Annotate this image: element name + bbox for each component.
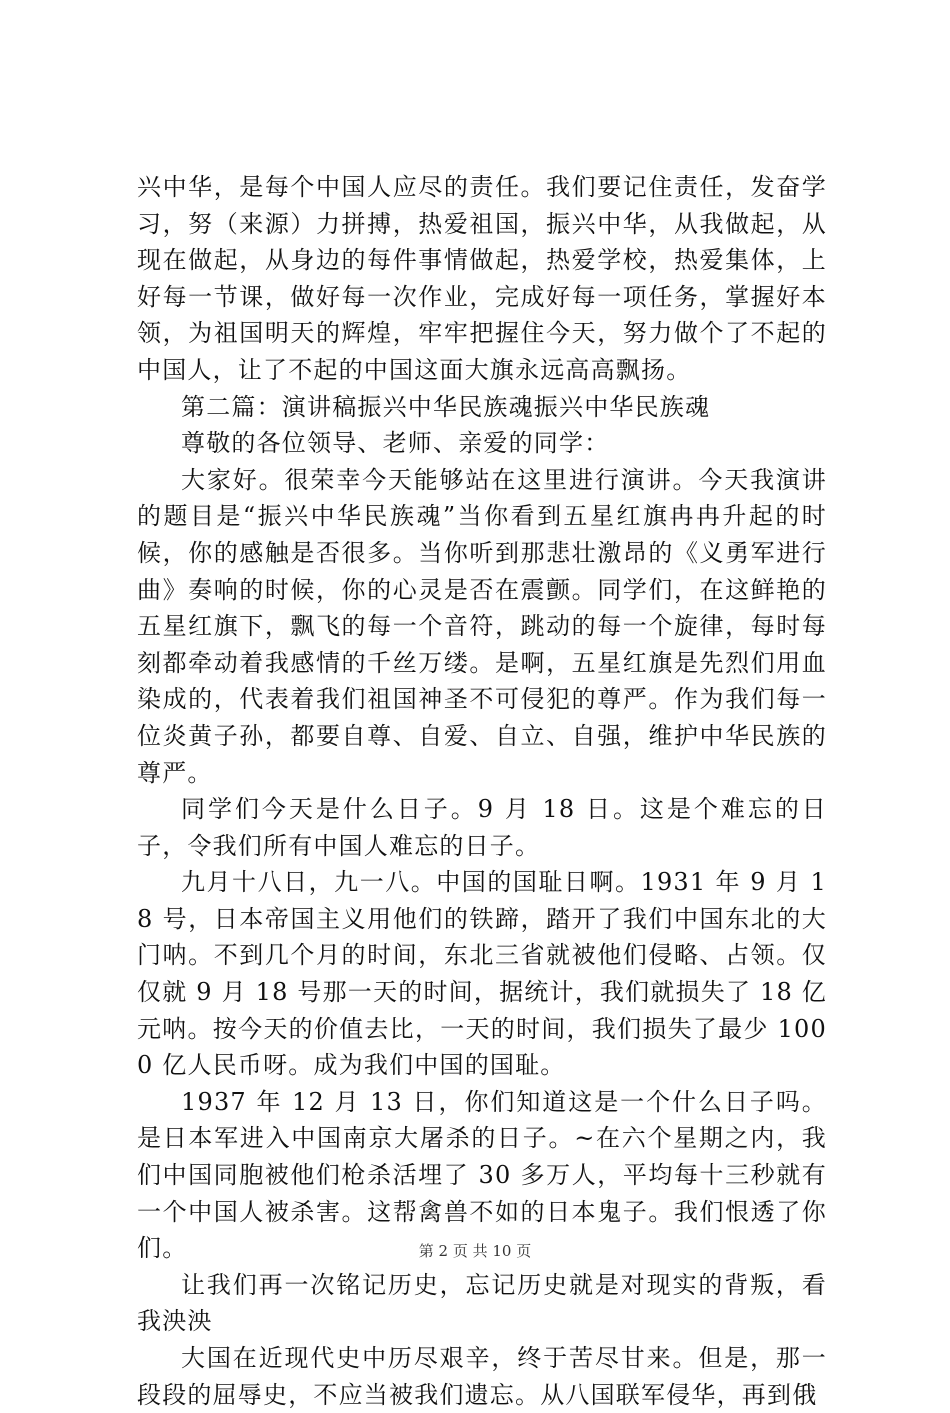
body-text [137,169,827,1413]
section-heading: 第二篇：演讲稿振兴中华民族魂振兴中华民族魂 [181,392,711,421]
paragraph-continuation: 兴中华，是每个中国人应尽的责任。我们要记住责任，发奋学习，努（来源）力拼搏，热爱祖国，振兴中华，从我做起，从现在做起，从身边的每件事情做起，热爱学校，热爱集体，上好每一节课，做好每一次作业，完成好每一项任务，掌握好本领，为祖国明天的辉煌，牢牢把握住今天，努力做个了不起的中国人，让了不起的中国这面大旗永远高高飘扬。 [137,173,827,384]
paragraph-remember-history: 让我们再一次铭记历史，忘记历史就是对现实的背叛，看我泱泱 [137,1270,827,1336]
page-footer: 第 2 页 共 10 页 [418,1242,532,1260]
paragraph-date: 同学们今天是什么日子。9 月 18 日。这是个难忘的日子，令我们所有中国人难忘的日子。 [137,795,827,860]
paragraph-1937: 1937 年 12 月 13 日，你们知道这是一个什么日子吗。是日本军进入中国南京大屠杀的日子。~在六个星期之内，我们中国同胞被他们枪杀活埋了 30 多万人，平均每十三秒就有一个中国人被杀害。这帮禽兽不如的日本鬼子。我们恨透了你们。 [137,1087,827,1263]
paragraph-918: 九月十八日，九一八。中国的国耻日啊。1931 年 9 月 18 号，日本帝国主义用他们的铁蹄，踏开了我们中国东北的大门呐。不到几个月的时间，东北三省就被他们侵略、占领。仅仅就 9 月 18 号那一天的时间，据统计，我们就损失了 18 亿元呐。按今天的价值去比，一天的时间，我们损失了最少 1000 亿人民币呀。成为我们中国的国耻。 [137,868,827,1080]
paragraph-great-nation: 大国在近现代史中历尽艰辛，终于苦尽甘来。但是，那一段段的屈辱史，不应当被我们遗忘。从八国联军侵华，再到俄 [137,1344,827,1409]
salutation: 尊敬的各位领导、老师、亲爱的同学： [181,429,610,458]
paragraph-greeting: 大家好。很荣幸今天能够站在这里进行演讲。今天我演讲的题目是“振兴中华民族魂”当你看到五星红旗冉冉升起的时候，你的感触是否很多。当你听到那悲壮激昂的《义勇军进行曲》奏响的时候，你的心灵是否在震颤。同学们，在这鲜艳的五星红旗下，飘飞的每一个音符，跳动的每一个旋律，每时每刻都牵动着我感情的千丝万缕。是啊，五星红旗是先烈们用血染成的，代表着我们祖国神圣不可侵犯的尊严。作为我们每一位炎黄子孙，都要自尊、自爱、自立、自强，维护中华民族的尊严。 [137,465,827,787]
